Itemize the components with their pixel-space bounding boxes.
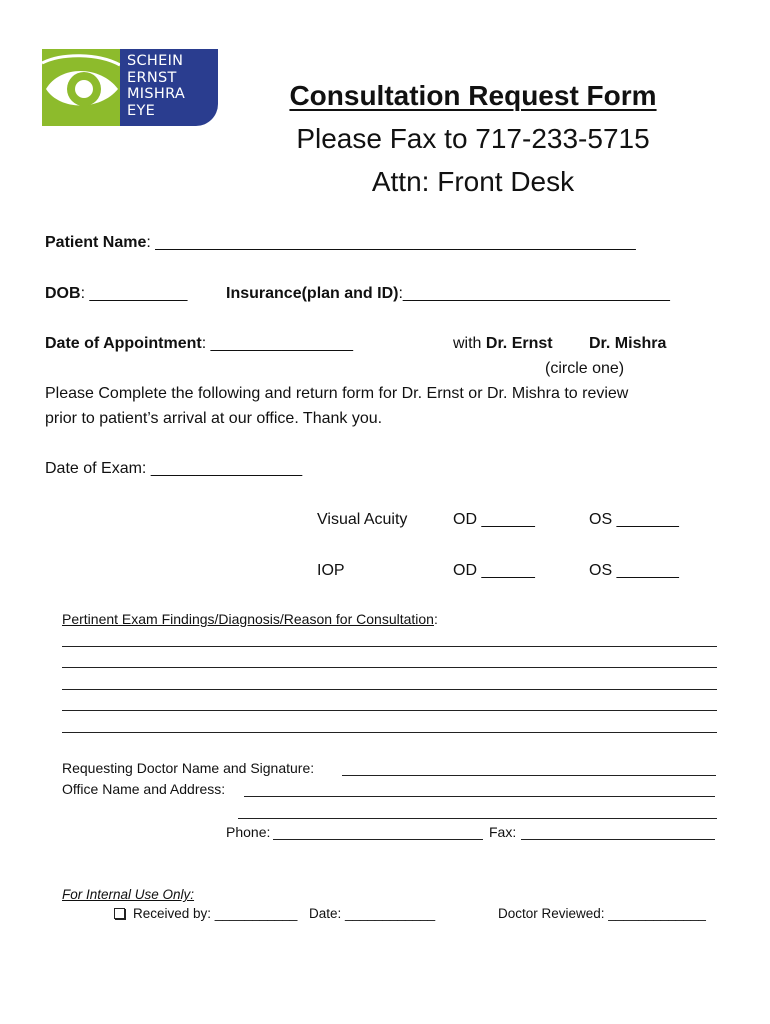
patient-name-label: Patient Name (45, 234, 147, 251)
doctor-reviewed-field[interactable]: Doctor Reviewed: _____________ (498, 906, 706, 921)
findings-line-3[interactable] (62, 689, 717, 690)
insurance-field[interactable] (226, 285, 670, 303)
internal-date-field[interactable]: Date: ____________ (309, 906, 436, 921)
dob-label: DOB (45, 285, 81, 302)
insurance-label: Insurance(plan and ID) (226, 285, 399, 302)
findings-line-2[interactable] (62, 667, 717, 668)
iop-od-field[interactable]: OD ______ (453, 562, 535, 579)
received-by-field[interactable] (114, 906, 297, 921)
dob-field[interactable] (45, 285, 187, 303)
attention-line: Attn: Front Desk (371, 166, 575, 197)
appointment-date-field[interactable] (45, 335, 353, 353)
doctor-signature-line[interactable] (342, 775, 716, 776)
dob-blank[interactable]: : ___________ (80, 285, 188, 302)
findings-line-5[interactable] (62, 732, 717, 733)
appointment-date-label: Date of Appointment (45, 335, 202, 352)
instructions-line-2: prior to patient’s arrival at our office. Thank you. (45, 410, 383, 427)
office-address-line-1[interactable] (244, 796, 715, 797)
exam-date-field[interactable]: Date of Exam: _________________ (45, 460, 303, 477)
findings-line-1[interactable] (62, 646, 717, 647)
findings-colon: : (433, 611, 438, 627)
fax-line[interactable] (521, 839, 715, 840)
dr-mishra-option[interactable]: Dr. Mishra (589, 335, 667, 352)
dr-ernst-option[interactable]: Dr. Ernst (485, 335, 553, 352)
fax-instruction: Please Fax to 717-233-5715 (296, 123, 650, 154)
form-title: Consultation Request Form (289, 80, 657, 111)
logo-line-1: SCHEIN (127, 53, 184, 69)
with-label: with (453, 335, 486, 352)
patient-name-field[interactable] (45, 234, 636, 252)
circle-one-note: (circle one) (545, 360, 625, 377)
logo-line-3: MISHRA (127, 86, 186, 102)
findings-label: Pertinent Exam Findings/Diagnosis/Reason for Consultation (62, 611, 434, 627)
office-address-line-2[interactable] (238, 818, 717, 819)
iop-label: IOP (317, 562, 345, 579)
visual-acuity-label: Visual Acuity (317, 511, 408, 528)
phone-label: Phone: (226, 824, 271, 840)
logo-line-4: EYE (127, 102, 156, 119)
internal-use-heading: For Internal Use Only: (62, 887, 195, 902)
doctor-signature-label: Requesting Doctor Name and Signature: (62, 760, 315, 776)
received-checkbox[interactable] (114, 908, 125, 919)
findings-heading (62, 611, 438, 627)
insurance-blank[interactable]: :______________________________ (398, 285, 670, 302)
doctor-choice (453, 335, 553, 353)
visual-acuity-od-field[interactable]: OD ______ (453, 511, 535, 528)
patient-name-blank[interactable]: : ______________________________________________________ (146, 234, 636, 251)
visual-acuity-os-field[interactable]: OS _______ (589, 511, 679, 528)
findings-line-4[interactable] (62, 710, 717, 711)
instructions-line-1: Please Complete the following and return form for Dr. Ernst or Dr. Mishra to review (45, 385, 629, 402)
received-by-label: Received by: ___________ (133, 906, 298, 921)
appointment-date-blank[interactable]: : ________________ (201, 335, 353, 352)
office-address-label: Office Name and Address: (62, 781, 226, 797)
logo-line-2: ERNST (127, 69, 177, 86)
iop-os-field[interactable]: OS _______ (589, 562, 679, 579)
fax-label: Fax: (489, 824, 517, 840)
phone-line[interactable] (273, 839, 483, 840)
